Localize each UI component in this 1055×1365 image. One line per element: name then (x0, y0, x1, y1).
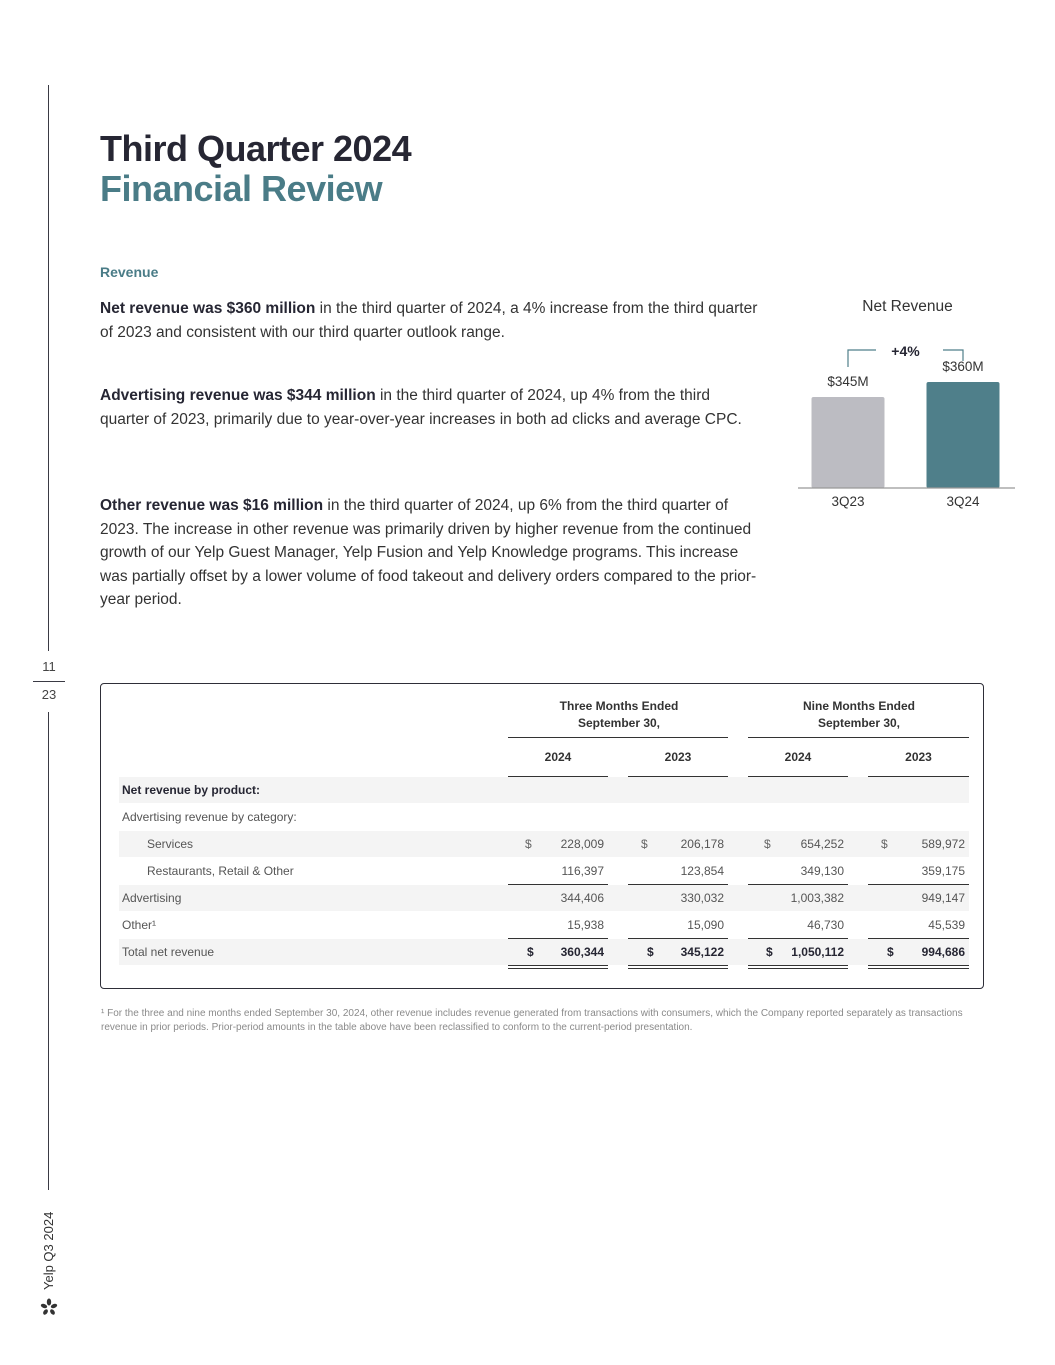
table-cell: 654,252 (800, 837, 844, 851)
section-title: Net revenue by product: (122, 783, 261, 797)
total-double-line (868, 968, 969, 969)
subtotal-line (628, 938, 728, 939)
table-cell-total: 345,122 (680, 945, 724, 959)
dollar-sign: $ (881, 837, 888, 851)
table-cell: 344,406 (560, 891, 604, 905)
rail-divider-top (48, 85, 49, 651)
table-cell: 589,972 (921, 837, 965, 851)
group-underline (748, 737, 969, 738)
subtotal-line (628, 884, 728, 885)
total-double-line (508, 965, 608, 966)
change-bracket-left (848, 350, 876, 367)
x-tick-label: 3Q24 (946, 494, 980, 509)
data-label: $345M (827, 374, 869, 389)
table-cell: 359,175 (921, 864, 965, 878)
chart-title: Net Revenue (862, 298, 953, 315)
x-tick-label: 3Q23 (831, 494, 865, 509)
page-number-current: 11 (42, 659, 56, 674)
subtotal-line (508, 938, 608, 939)
table-cell: 949,147 (921, 891, 965, 905)
year-header: 2023 (664, 750, 692, 764)
subsection-title: Advertising revenue by category: (122, 810, 297, 824)
revenue-table (100, 683, 984, 989)
paragraph-other-revenue: Other revenue was $16 million in the third quarter of 2024, up 6% from the third quarter of 2023. The increase in other revenue was primarily driven by higher revenue from the continued growth of our Yelp Guest Manager, Yelp Fusion and Yelp Knowledge programs. This increase was partially offset by a lower volume of food takeout and delivery orders compared to the prior-year period. (100, 497, 757, 608)
table-cell: 330,032 (680, 891, 724, 905)
total-double-line (868, 965, 969, 966)
yelp-burst-icon (40, 1298, 58, 1316)
table-cell: 15,938 (567, 918, 604, 932)
total-double-line (628, 965, 728, 966)
footnote: ¹ For the three and nine months ended September 30, 2024, other revenue includes revenue generated from transactions with consumers, which the Company reported separately as transactions revenue in prior periods. Prior-period amounts in the table above have been reclassified to conform to the current-period presentation. (101, 1008, 963, 1033)
dollar-sign: $ (764, 837, 771, 851)
subtotal-line (868, 938, 969, 939)
group-underline (508, 737, 728, 738)
table-cell-total: 994,686 (921, 945, 965, 959)
table-cell: 349,130 (800, 864, 844, 878)
total-double-line (748, 965, 848, 966)
table-cell: 1,003,382 (790, 891, 844, 905)
bar-3q23 (812, 397, 885, 488)
subtotal-line (508, 884, 608, 885)
row-label: Services (147, 837, 194, 851)
subtotal-line (868, 884, 969, 885)
table-cell: 206,178 (680, 837, 724, 851)
subtotal-line (748, 938, 848, 939)
total-double-line (508, 968, 608, 969)
section-label-revenue: Revenue (100, 264, 159, 280)
dollar-sign: $ (887, 945, 894, 959)
paragraph-advertising-revenue: Advertising revenue was $344 million in the third quarter of 2024, up 4% from the third quarter of 2023, primarily due to year-over-year increases in both ad clicks and average CPC. (100, 387, 742, 428)
report-label: Yelp Q3 2024 (41, 1211, 56, 1290)
page-title-line2: Financial Review (100, 168, 383, 209)
bar-3q24 (927, 382, 1000, 488)
table-cell: 46,730 (807, 918, 844, 932)
table-cell: 116,397 (561, 864, 604, 878)
row-label: Advertising (122, 891, 182, 905)
change-label: +4% (891, 343, 920, 359)
subtotal-line (748, 884, 848, 885)
row-label: Other¹ (122, 918, 157, 932)
group-header-three-months: Three Months Ended September 30, (559, 699, 679, 730)
total-double-line (748, 968, 848, 969)
group-header-nine-months: Nine Months Ended September 30, (803, 699, 915, 730)
table-cell-total: 360,344 (560, 945, 604, 959)
table-cell: 15,090 (687, 918, 724, 932)
dollar-sign: $ (527, 945, 534, 959)
year-header: 2023 (905, 750, 932, 764)
table-cell: 45,539 (928, 918, 965, 932)
table-cell: 228,009 (560, 837, 604, 851)
page-title-line1: Third Quarter 2024 (100, 128, 412, 169)
total-double-line (628, 968, 728, 969)
row-label-total: Total net revenue (122, 945, 215, 959)
dollar-sign: $ (525, 837, 532, 851)
table-cell-total: 1,050,112 (791, 945, 844, 959)
data-label: $360M (942, 359, 984, 374)
dollar-sign: $ (647, 945, 654, 959)
net-revenue-chart (795, 335, 1020, 515)
year-header: 2024 (784, 750, 812, 764)
dollar-sign: $ (641, 837, 648, 851)
row-label: Restaurants, Retail & Other (147, 864, 294, 878)
paragraph-net-revenue: Net revenue was $360 million in the third quarter of 2024, a 4% increase from the third quarter of 2023 and consistent with our third quarter outlook range. (100, 300, 758, 341)
rail-divider-bottom (48, 712, 49, 1190)
dollar-sign: $ (766, 945, 773, 959)
page-number-total: 23 (41, 687, 57, 702)
year-header: 2024 (544, 750, 572, 764)
table-cell: 123,854 (680, 864, 724, 878)
page-number-divider (33, 681, 65, 682)
